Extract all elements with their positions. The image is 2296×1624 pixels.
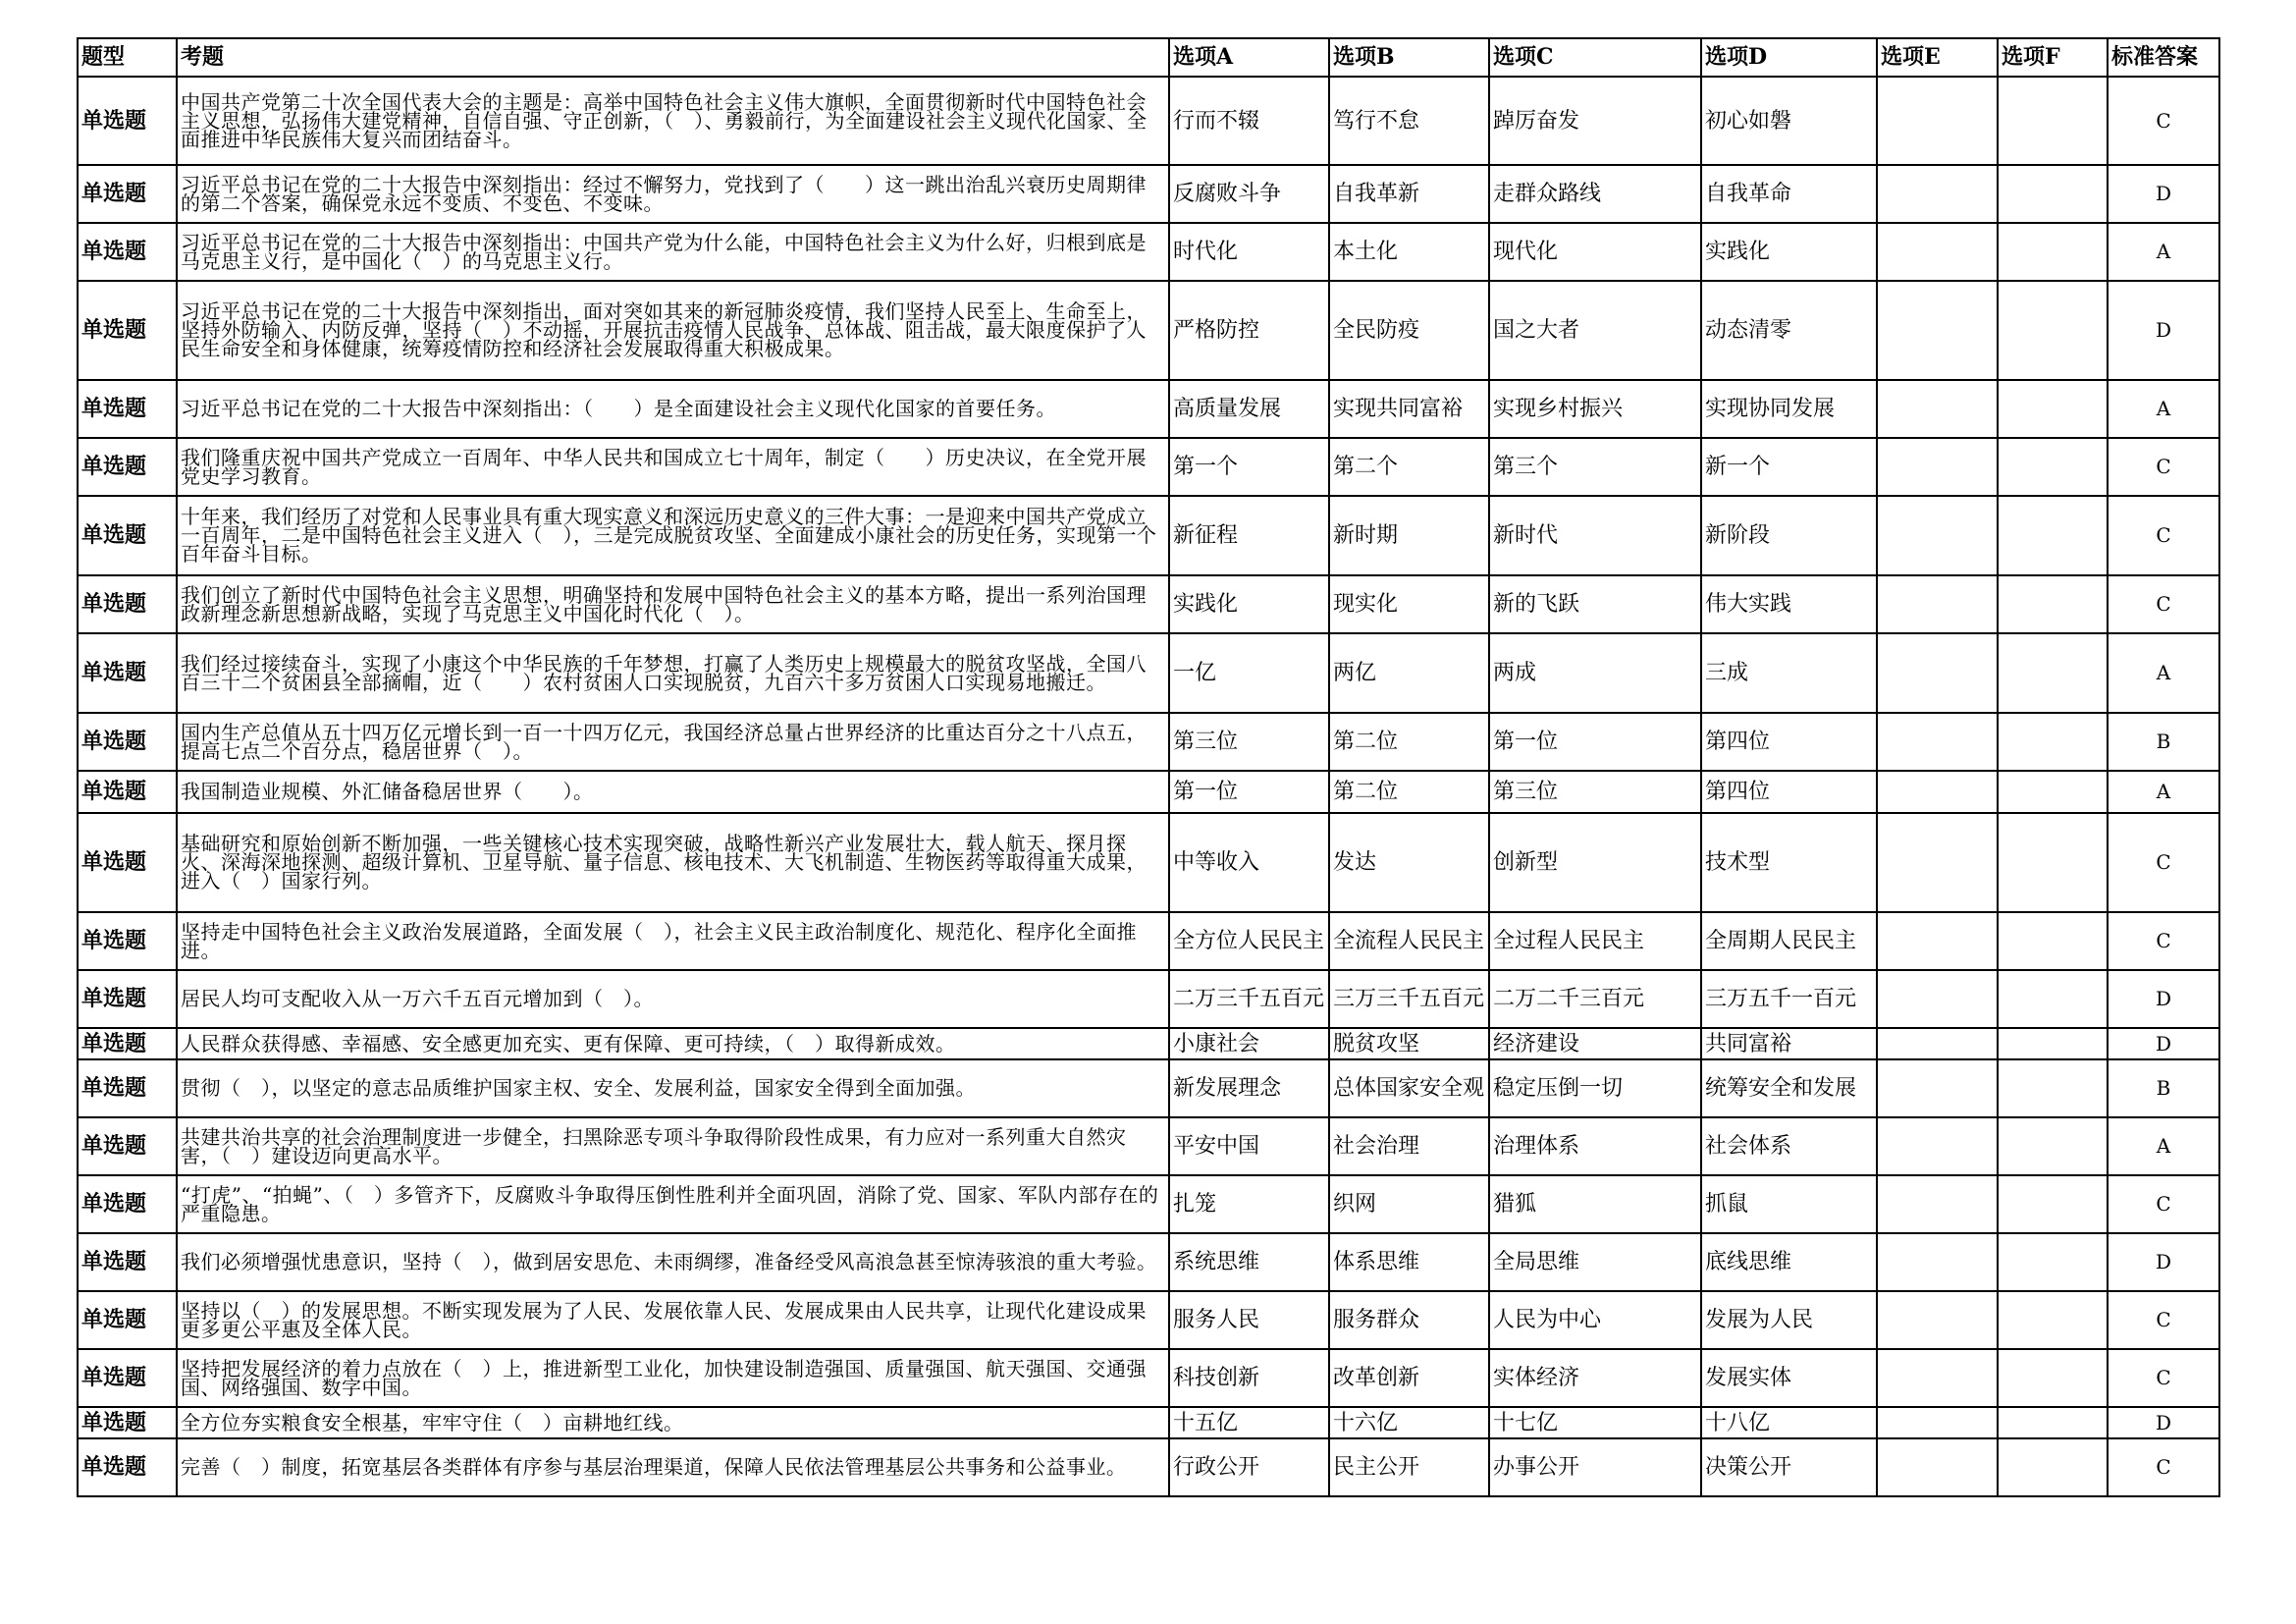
option-c-cell: 走群众路线	[1489, 165, 1701, 223]
question-text-cell: “打虎”、“拍蝇”、（ ）多管齐下，反腐败斗争取得压倒性胜利并全面巩固，消除了党、国家、军队内部存在的严重隐患。	[177, 1175, 1169, 1233]
option-f-cell	[1998, 380, 2108, 438]
option-a-cell: 二万三千五百元	[1169, 970, 1329, 1028]
table-row	[78, 713, 2219, 771]
table-row	[78, 771, 2219, 813]
option-b-cell: 全流程人民民主	[1329, 912, 1489, 970]
option-b-cell: 社会治理	[1329, 1117, 1489, 1175]
option-f-cell	[1998, 1291, 2108, 1349]
option-f-cell	[1998, 1233, 2108, 1291]
answer-cell: D	[2108, 1407, 2219, 1438]
question-text-cell: 我国制造业规模、外汇储备稳居世界（ ）。	[177, 771, 1169, 813]
option-a-cell: 新征程	[1169, 496, 1329, 575]
header-option-f: 选项F	[1998, 38, 2108, 77]
option-e-cell	[1877, 1175, 1998, 1233]
option-e-cell	[1877, 970, 1998, 1028]
question-type-cell: 单选题	[78, 970, 177, 1028]
answer-cell: C	[2108, 1291, 2219, 1349]
option-c-cell: 全过程人民民主	[1489, 912, 1701, 970]
table-row	[78, 1349, 2219, 1407]
option-b-cell: 织网	[1329, 1175, 1489, 1233]
question-type-cell: 单选题	[78, 77, 177, 165]
answer-cell: A	[2108, 633, 2219, 713]
answer-cell: A	[2108, 1117, 2219, 1175]
answer-cell: C	[2108, 912, 2219, 970]
answer-cell: B	[2108, 713, 2219, 771]
question-text-cell: 完善（ ）制度，拓宽基层各类群体有序参与基层治理渠道，保障人民依法管理基层公共事务和公益事业。	[177, 1438, 1169, 1496]
question-type-cell: 单选题	[78, 633, 177, 713]
question-text-cell: 习近平总书记在党的二十大报告中深刻指出：中国共产党为什么能，中国特色社会主义为什么好，归根到底是马克思主义行，是中国化（ ）的马克思主义行。	[177, 223, 1169, 281]
question-type-cell: 单选题	[78, 1059, 177, 1117]
option-a-cell: 系统思维	[1169, 1233, 1329, 1291]
table-row	[78, 1175, 2219, 1233]
question-text-cell: 我们必须增强忧患意识，坚持（ ），做到居安思危、未雨绸缪，准备经受风高浪急甚至惊涛骇浪的重大考验。	[177, 1233, 1169, 1291]
option-d-cell: 三成	[1701, 633, 1877, 713]
option-b-cell: 十六亿	[1329, 1407, 1489, 1438]
header-answer: 标准答案	[2108, 38, 2219, 77]
option-e-cell	[1877, 165, 1998, 223]
option-d-cell: 三万五千一百元	[1701, 970, 1877, 1028]
option-f-cell	[1998, 1438, 2108, 1496]
question-text-cell: 坚持把发展经济的着力点放在（ ）上，推进新型工业化，加快建设制造强国、质量强国、航天强国、交通强国、网络强国、数字中国。	[177, 1349, 1169, 1407]
answer-cell: C	[2108, 575, 2219, 633]
option-d-cell: 新一个	[1701, 438, 1877, 496]
table-row	[78, 575, 2219, 633]
option-f-cell	[1998, 496, 2108, 575]
table-row	[78, 1438, 2219, 1496]
option-d-cell: 第四位	[1701, 713, 1877, 771]
option-e-cell	[1877, 771, 1998, 813]
option-c-cell: 现代化	[1489, 223, 1701, 281]
option-e-cell	[1877, 713, 1998, 771]
question-type-cell: 单选题	[78, 1175, 177, 1233]
option-a-cell: 第一个	[1169, 438, 1329, 496]
option-c-cell: 全局思维	[1489, 1233, 1701, 1291]
option-f-cell	[1998, 575, 2108, 633]
option-c-cell: 踔厉奋发	[1489, 77, 1701, 165]
option-d-cell: 自我革命	[1701, 165, 1877, 223]
option-d-cell: 动态清零	[1701, 281, 1877, 380]
option-a-cell: 第三位	[1169, 713, 1329, 771]
option-b-cell: 自我革新	[1329, 165, 1489, 223]
table-row	[78, 223, 2219, 281]
option-f-cell	[1998, 970, 2108, 1028]
answer-cell: A	[2108, 380, 2219, 438]
option-d-cell: 抓鼠	[1701, 1175, 1877, 1233]
header-option-e: 选项E	[1877, 38, 1998, 77]
option-a-cell: 高质量发展	[1169, 380, 1329, 438]
question-text-cell: 坚持走中国特色社会主义政治发展道路，全面发展（ ），社会主义民主政治制度化、规范化、程序化全面推进。	[177, 912, 1169, 970]
question-text-cell: 习近平总书记在党的二十大报告中深刻指出：经过不懈努力，党找到了（ ）这一跳出治乱兴衰历史周期律的第二个答案，确保党永远不变质、不变色、不变味。	[177, 165, 1169, 223]
option-f-cell	[1998, 912, 2108, 970]
question-text-cell: 我们创立了新时代中国特色社会主义思想，明确坚持和发展中国特色社会主义的基本方略，提出一系列治国理政新理念新思想新战略，实现了马克思主义中国化时代化（ ）。	[177, 575, 1169, 633]
option-b-cell: 实现共同富裕	[1329, 380, 1489, 438]
option-c-cell: 人民为中心	[1489, 1291, 1701, 1349]
option-e-cell	[1877, 575, 1998, 633]
question-text-cell: 贯彻（ ），以坚定的意志品质维护国家主权、安全、发展利益，国家安全得到全面加强。	[177, 1059, 1169, 1117]
question-text-cell: 居民人均可支配收入从一万六千五百元增加到（ ）。	[177, 970, 1169, 1028]
table-row	[78, 1291, 2219, 1349]
option-c-cell: 实现乡村振兴	[1489, 380, 1701, 438]
option-c-cell: 治理体系	[1489, 1117, 1701, 1175]
option-d-cell: 技术型	[1701, 813, 1877, 912]
option-e-cell	[1877, 438, 1998, 496]
table-row	[78, 165, 2219, 223]
table-row	[78, 1233, 2219, 1291]
option-e-cell	[1877, 1349, 1998, 1407]
option-b-cell: 发达	[1329, 813, 1489, 912]
option-e-cell	[1877, 1438, 1998, 1496]
option-b-cell: 第二个	[1329, 438, 1489, 496]
option-a-cell: 扎笼	[1169, 1175, 1329, 1233]
answer-cell: C	[2108, 438, 2219, 496]
header-question: 考题	[177, 38, 1169, 77]
option-b-cell: 两亿	[1329, 633, 1489, 713]
question-type-cell: 单选题	[78, 912, 177, 970]
option-b-cell: 新时期	[1329, 496, 1489, 575]
table-row	[78, 496, 2219, 575]
option-c-cell: 猎狐	[1489, 1175, 1701, 1233]
option-c-cell: 新时代	[1489, 496, 1701, 575]
option-e-cell	[1877, 496, 1998, 575]
option-e-cell	[1877, 1291, 1998, 1349]
question-type-cell: 单选题	[78, 1407, 177, 1438]
question-type-cell: 单选题	[78, 380, 177, 438]
question-type-cell: 单选题	[78, 1233, 177, 1291]
option-b-cell: 服务群众	[1329, 1291, 1489, 1349]
option-f-cell	[1998, 1028, 2108, 1059]
answer-cell: D	[2108, 281, 2219, 380]
option-c-cell: 二万二千三百元	[1489, 970, 1701, 1028]
option-d-cell: 决策公开	[1701, 1438, 1877, 1496]
option-c-cell: 第三个	[1489, 438, 1701, 496]
option-d-cell: 发展为人民	[1701, 1291, 1877, 1349]
option-e-cell	[1877, 223, 1998, 281]
option-d-cell: 实现协同发展	[1701, 380, 1877, 438]
table-row	[78, 970, 2219, 1028]
answer-cell: D	[2108, 970, 2219, 1028]
option-a-cell: 行而不辍	[1169, 77, 1329, 165]
option-a-cell: 服务人民	[1169, 1291, 1329, 1349]
table-row	[78, 633, 2219, 713]
option-e-cell	[1877, 1059, 1998, 1117]
option-e-cell	[1877, 77, 1998, 165]
question-text-cell: 十年来，我们经历了对党和人民事业具有重大现实意义和深远历史意义的三件大事：一是迎来中国共产党成立一百周年，二是中国特色社会主义进入（ ），三是完成脱贫攻坚、全面建成小康社会的历史任务，实现第一个百年奋斗目标。	[177, 496, 1169, 575]
option-b-cell: 三万三千五百元	[1329, 970, 1489, 1028]
option-c-cell: 实体经济	[1489, 1349, 1701, 1407]
option-d-cell: 十八亿	[1701, 1407, 1877, 1438]
option-a-cell: 十五亿	[1169, 1407, 1329, 1438]
question-type-cell: 单选题	[78, 438, 177, 496]
option-a-cell: 时代化	[1169, 223, 1329, 281]
option-b-cell: 脱贫攻坚	[1329, 1028, 1489, 1059]
option-c-cell: 新的飞跃	[1489, 575, 1701, 633]
option-f-cell	[1998, 1407, 2108, 1438]
option-f-cell	[1998, 771, 2108, 813]
option-d-cell: 全周期人民民主	[1701, 912, 1877, 970]
option-a-cell: 中等收入	[1169, 813, 1329, 912]
option-c-cell: 第一位	[1489, 713, 1701, 771]
answer-cell: D	[2108, 1028, 2219, 1059]
option-c-cell: 两成	[1489, 633, 1701, 713]
option-b-cell: 笃行不怠	[1329, 77, 1489, 165]
header-option-d: 选项D	[1701, 38, 1877, 77]
option-b-cell: 本土化	[1329, 223, 1489, 281]
option-d-cell: 底线思维	[1701, 1233, 1877, 1291]
table-row	[78, 1059, 2219, 1117]
option-a-cell: 行政公开	[1169, 1438, 1329, 1496]
question-type-cell: 单选题	[78, 1028, 177, 1059]
option-f-cell	[1998, 1349, 2108, 1407]
question-type-cell: 单选题	[78, 1117, 177, 1175]
table-row	[78, 281, 2219, 380]
option-b-cell: 体系思维	[1329, 1233, 1489, 1291]
option-a-cell: 科技创新	[1169, 1349, 1329, 1407]
question-type-cell: 单选题	[78, 713, 177, 771]
option-c-cell: 经济建设	[1489, 1028, 1701, 1059]
question-text-cell: 国内生产总值从五十四万亿元增长到一百一十四万亿元，我国经济总量占世界经济的比重达百分之十八点五，提高七点二个百分点，稳居世界（ ）。	[177, 713, 1169, 771]
question-type-cell: 单选题	[78, 165, 177, 223]
option-a-cell: 反腐败斗争	[1169, 165, 1329, 223]
option-f-cell	[1998, 223, 2108, 281]
answer-cell: D	[2108, 165, 2219, 223]
table-row	[78, 1028, 2219, 1059]
option-a-cell: 严格防控	[1169, 281, 1329, 380]
question-text-cell: 全方位夯实粮食安全根基，牢牢守住（ ）亩耕地红线。	[177, 1407, 1169, 1438]
question-bank-table	[77, 37, 2220, 1497]
header-option-a: 选项A	[1169, 38, 1329, 77]
table-row	[78, 380, 2219, 438]
option-e-cell	[1877, 813, 1998, 912]
option-c-cell: 十七亿	[1489, 1407, 1701, 1438]
question-type-cell: 单选题	[78, 1438, 177, 1496]
option-e-cell	[1877, 1407, 1998, 1438]
option-f-cell	[1998, 713, 2108, 771]
answer-cell: B	[2108, 1059, 2219, 1117]
option-d-cell: 发展实体	[1701, 1349, 1877, 1407]
option-d-cell: 统筹安全和发展	[1701, 1059, 1877, 1117]
answer-cell: C	[2108, 77, 2219, 165]
answer-cell: C	[2108, 813, 2219, 912]
question-type-cell: 单选题	[78, 496, 177, 575]
question-type-cell: 单选题	[78, 1291, 177, 1349]
option-b-cell: 第二位	[1329, 713, 1489, 771]
option-a-cell: 一亿	[1169, 633, 1329, 713]
option-d-cell: 初心如磐	[1701, 77, 1877, 165]
option-d-cell: 新阶段	[1701, 496, 1877, 575]
option-c-cell: 稳定压倒一切	[1489, 1059, 1701, 1117]
question-type-cell: 单选题	[78, 575, 177, 633]
option-a-cell: 实践化	[1169, 575, 1329, 633]
question-text-cell: 基础研究和原始创新不断加强，一些关键核心技术实现突破，战略性新兴产业发展壮大，载人航天、探月探火、深海深地探测、超级计算机、卫星导航、量子信息、核电技术、大飞机制造、生物医药等取得重大成果，进入（ ）国家行列。	[177, 813, 1169, 912]
option-a-cell: 全方位人民民主	[1169, 912, 1329, 970]
option-e-cell	[1877, 1028, 1998, 1059]
question-text-cell: 习近平总书记在党的二十大报告中深刻指出：（ ）是全面建设社会主义现代化国家的首要任务。	[177, 380, 1169, 438]
option-d-cell: 伟大实践	[1701, 575, 1877, 633]
option-e-cell	[1877, 1233, 1998, 1291]
answer-cell: A	[2108, 223, 2219, 281]
question-type-cell: 单选题	[78, 281, 177, 380]
header-option-b: 选项B	[1329, 38, 1489, 77]
option-c-cell: 第三位	[1489, 771, 1701, 813]
option-a-cell: 新发展理念	[1169, 1059, 1329, 1117]
option-f-cell	[1998, 281, 2108, 380]
option-b-cell: 现实化	[1329, 575, 1489, 633]
table-row	[78, 438, 2219, 496]
option-e-cell	[1877, 1117, 1998, 1175]
header-option-c: 选项C	[1489, 38, 1701, 77]
option-f-cell	[1998, 1059, 2108, 1117]
option-d-cell: 社会体系	[1701, 1117, 1877, 1175]
question-text-cell: 中国共产党第二十次全国代表大会的主题是：高举中国特色社会主义伟大旗帜，全面贯彻新时代中国特色社会主义思想，弘扬伟大建党精神，自信自强、守正创新，（ ）、勇毅前行，为全面建设社会主义现代化国家、全面推进中华民族伟大复兴而团结奋斗。	[177, 77, 1169, 165]
option-b-cell: 改革创新	[1329, 1349, 1489, 1407]
option-f-cell	[1998, 1175, 2108, 1233]
option-e-cell	[1877, 380, 1998, 438]
option-c-cell: 创新型	[1489, 813, 1701, 912]
header-row	[78, 38, 2219, 77]
question-text-cell: 人民群众获得感、幸福感、安全感更加充实、更有保障、更可持续，（ ）取得新成效。	[177, 1028, 1169, 1059]
option-b-cell: 民主公开	[1329, 1438, 1489, 1496]
question-type-cell: 单选题	[78, 771, 177, 813]
header-type: 题型	[78, 38, 177, 77]
table-row	[78, 1407, 2219, 1438]
option-a-cell: 第一位	[1169, 771, 1329, 813]
answer-cell: C	[2108, 1438, 2219, 1496]
question-type-cell: 单选题	[78, 1349, 177, 1407]
option-f-cell	[1998, 438, 2108, 496]
option-c-cell: 国之大者	[1489, 281, 1701, 380]
question-type-cell: 单选题	[78, 813, 177, 912]
option-d-cell: 第四位	[1701, 771, 1877, 813]
option-a-cell: 平安中国	[1169, 1117, 1329, 1175]
option-e-cell	[1877, 912, 1998, 970]
option-b-cell: 全民防疫	[1329, 281, 1489, 380]
table-row	[78, 912, 2219, 970]
option-c-cell: 办事公开	[1489, 1438, 1701, 1496]
option-e-cell	[1877, 633, 1998, 713]
table-row	[78, 813, 2219, 912]
option-a-cell: 小康社会	[1169, 1028, 1329, 1059]
answer-cell: C	[2108, 1349, 2219, 1407]
question-text-cell: 共建共治共享的社会治理制度进一步健全，扫黑除恶专项斗争取得阶段性成果，有力应对一系列重大自然灾害，（ ）建设迈向更高水平。	[177, 1117, 1169, 1175]
answer-cell: C	[2108, 1175, 2219, 1233]
option-b-cell: 总体国家安全观	[1329, 1059, 1489, 1117]
question-type-cell: 单选题	[78, 223, 177, 281]
question-text-cell: 我们隆重庆祝中国共产党成立一百周年、中华人民共和国成立七十周年，制定（ ）历史决议，在全党开展党史学习教育。	[177, 438, 1169, 496]
option-f-cell	[1998, 1117, 2108, 1175]
option-d-cell: 共同富裕	[1701, 1028, 1877, 1059]
table-row	[78, 77, 2219, 165]
answer-cell: A	[2108, 771, 2219, 813]
answer-cell: D	[2108, 1233, 2219, 1291]
option-e-cell	[1877, 281, 1998, 380]
question-text-cell: 我们经过接续奋斗，实现了小康这个中华民族的千年梦想，打赢了人类历史上规模最大的脱贫攻坚战，全国八百三十二个贫困县全部摘帽，近（ ）农村贫困人口实现脱贫，九百六十多万贫困人口实现易地搬迁。	[177, 633, 1169, 713]
option-f-cell	[1998, 77, 2108, 165]
answer-cell: C	[2108, 496, 2219, 575]
table-row	[78, 1117, 2219, 1175]
option-f-cell	[1998, 165, 2108, 223]
question-text-cell: 习近平总书记在党的二十大报告中深刻指出，面对突如其来的新冠肺炎疫情，我们坚持人民至上、生命至上，坚持外防输入、内防反弹，坚持（ ）不动摇，开展抗击疫情人民战争、总体战、阻击战，最大限度保护了人民生命安全和身体健康，统筹疫情防控和经济社会发展取得重大积极成果。	[177, 281, 1169, 380]
option-f-cell	[1998, 813, 2108, 912]
option-d-cell: 实践化	[1701, 223, 1877, 281]
option-b-cell: 第二位	[1329, 771, 1489, 813]
option-f-cell	[1998, 633, 2108, 713]
question-text-cell: 坚持以（ ）的发展思想。不断实现发展为了人民、发展依靠人民、发展成果由人民共享，让现代化建设成果更多更公平惠及全体人民。	[177, 1291, 1169, 1349]
